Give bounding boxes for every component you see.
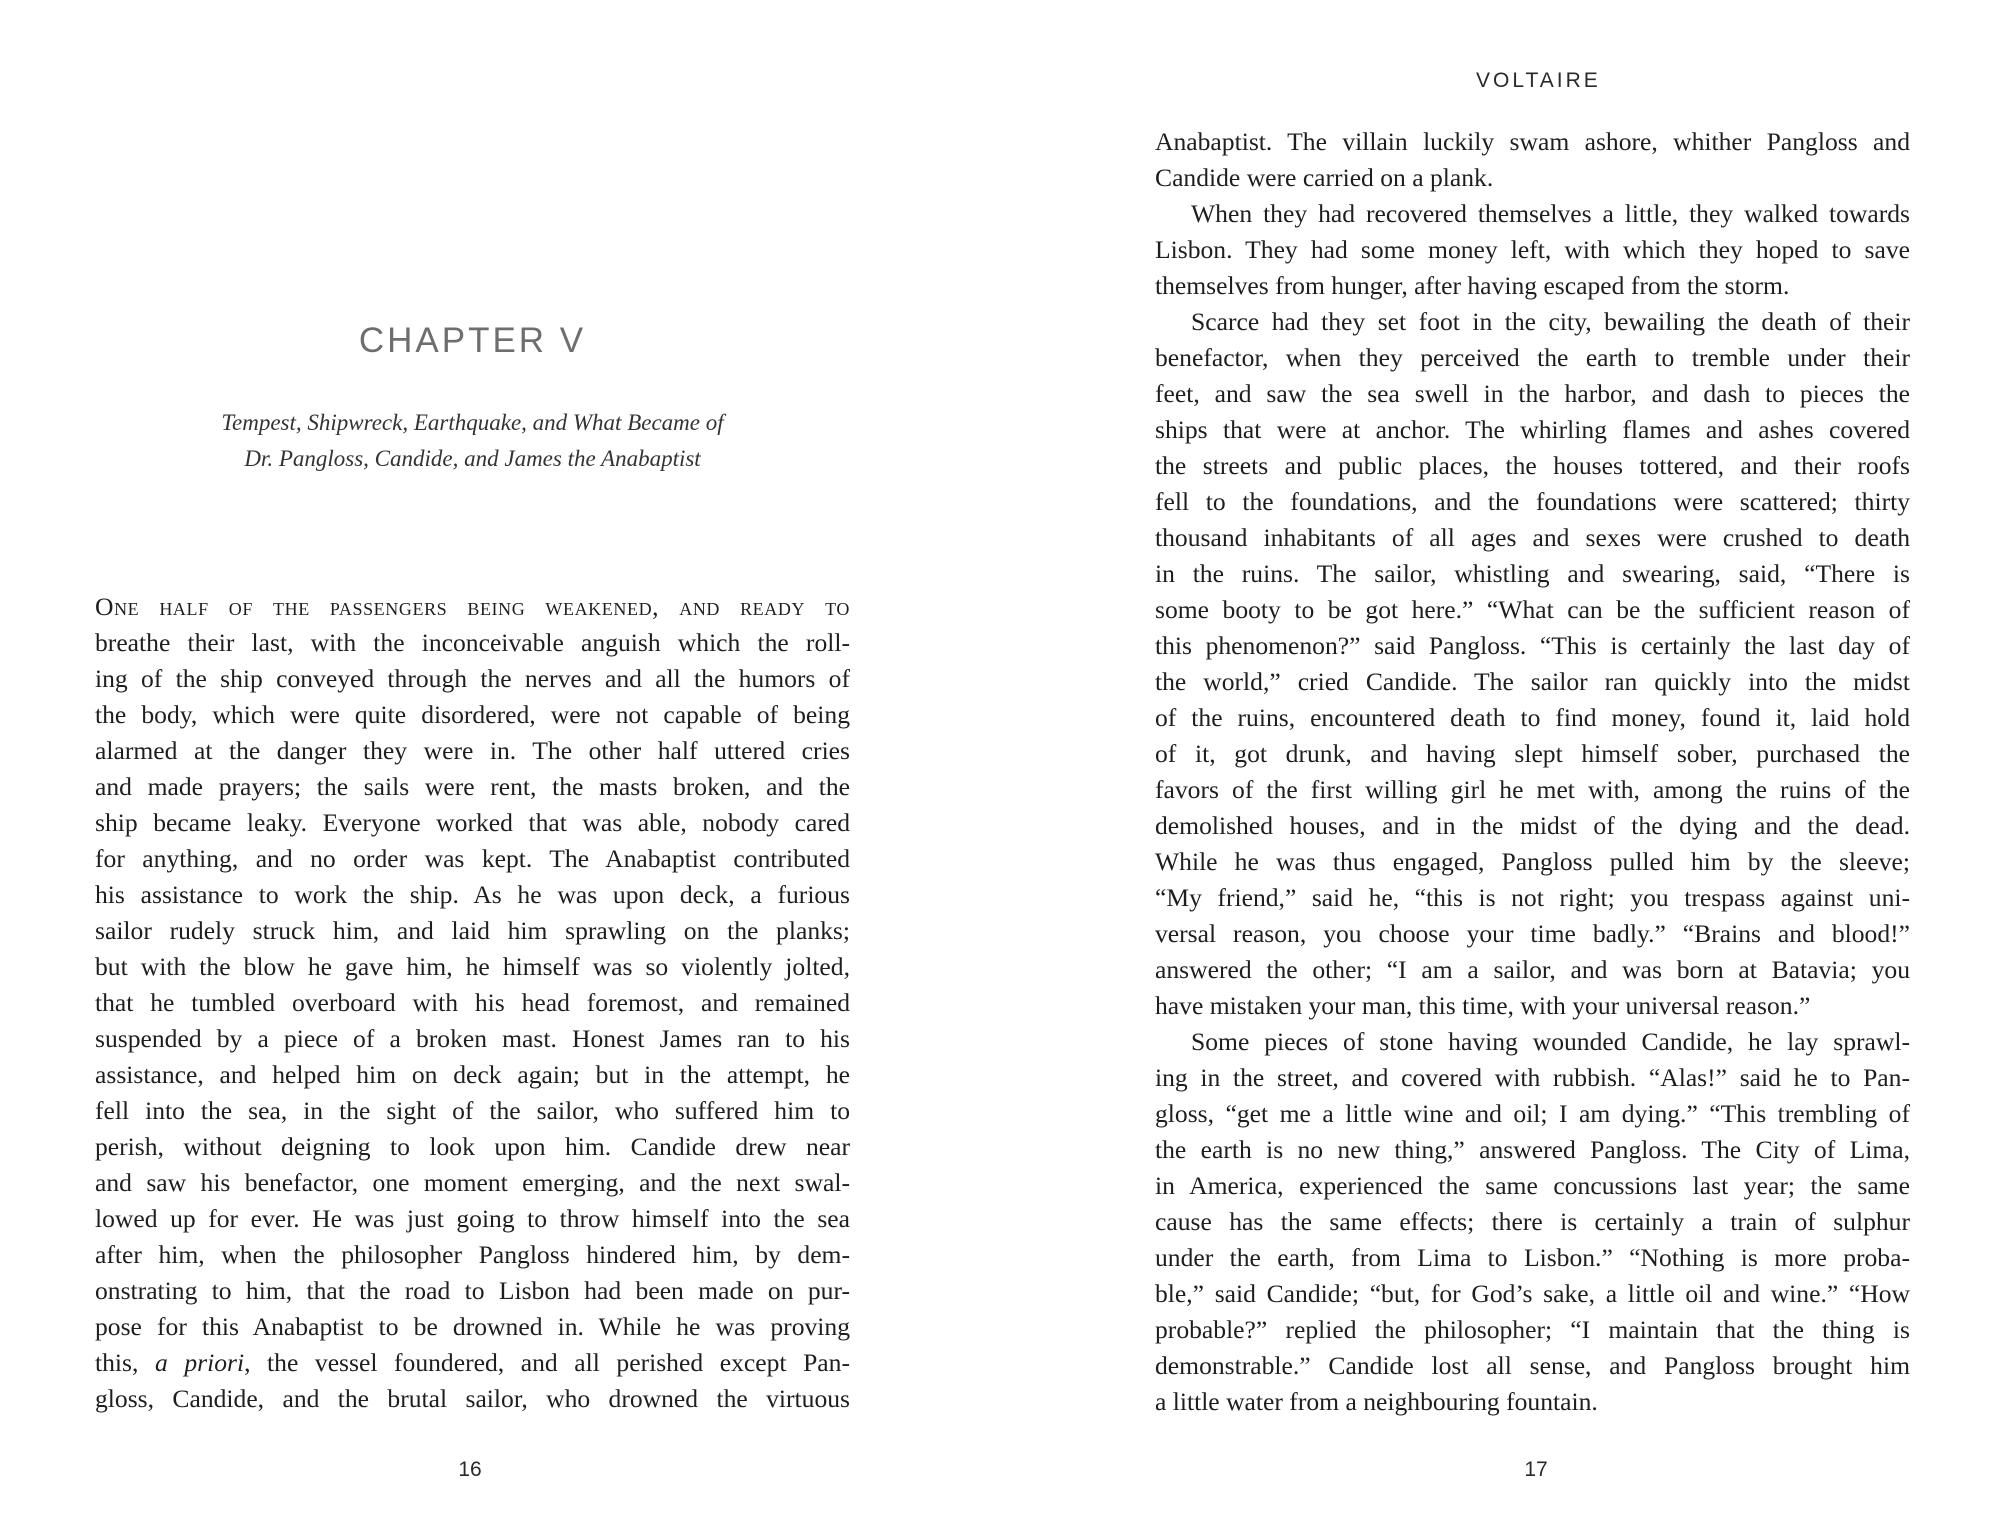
text-line: in the ruins. The sailor, whistling and swearing, said, “There is — [1155, 559, 1910, 588]
text-line: Anabaptist. The villain luckily swam ashore, whither Pangloss and — [1155, 127, 1910, 156]
text-line: ble,” said Candide; “but, for God’s sake, a little oil and wine.” “How — [1155, 1279, 1910, 1308]
text-line: versal reason, you choose your time badly.” “Brains and blood!” — [1155, 919, 1910, 948]
page-number: 17 — [1524, 1458, 1548, 1481]
running-header: VOLTAIRE — [1476, 69, 1601, 92]
text-line: cause has the same effects; there is certainly a train of sulphur — [1155, 1207, 1910, 1236]
text-line: fell to the foundations, and the foundations were scattered; thirty — [1155, 487, 1910, 516]
text-line: pose for this Anabaptist to be drowned in. While he was proving — [95, 1312, 850, 1341]
text-line: benefactor, when they perceived the earth to tremble under their — [1155, 343, 1910, 372]
chapter-subtitle — [95, 405, 850, 477]
text-line: alarmed at the danger they were in. The other half uttered cries — [95, 736, 850, 765]
text-line: perish, without deigning to look upon him. Candide drew near — [95, 1132, 850, 1161]
text-line: Some pieces of stone having wounded Candide, he lay sprawl- — [1191, 1027, 1910, 1056]
text-line: the world,” cried Candide. The sailor ran quickly into the midst — [1155, 667, 1910, 696]
text-line: and saw his benefactor, one moment emerging, and the next swal- — [95, 1168, 850, 1197]
text-fragment: this, — [95, 1348, 155, 1377]
text-line: gloss, Candide, and the brutal sailor, who drowned the virtuous — [95, 1384, 850, 1413]
text-line: sailor rudely struck him, and laid him sprawling on the planks; — [95, 916, 850, 945]
text-line — [95, 1345, 850, 1381]
text-line: fell into the sea, in the sight of the sailor, who suffered him to — [95, 1096, 850, 1125]
text-line: but with the blow he gave him, he himself was so violently jolted, — [95, 952, 850, 981]
chapter-subtitle-line: Dr. Pangloss, Candide, and James the Anabaptist — [244, 446, 701, 471]
text-line: a little water from a neighbouring fountain. — [1155, 1387, 1598, 1416]
italic-phrase: a priori — [154, 1348, 245, 1377]
left-body-text — [95, 589, 850, 1417]
page-number: 16 — [458, 1458, 482, 1481]
text-line: thousand inhabitants of all ages and sexes were crushed to death — [1155, 523, 1910, 552]
text-line: breathe their last, with the inconceivable anguish which the roll- — [95, 628, 850, 657]
text-line: the streets and public places, the houses tottered, and their roofs — [1155, 451, 1910, 480]
text-line: demolished houses, and in the midst of the dying and the dead. — [1155, 811, 1910, 840]
text-line: demonstrable.” Candide lost all sense, and Pangloss brought him — [1155, 1351, 1910, 1380]
text-line: feet, and saw the sea swell in the harbor, and dash to pieces the — [1155, 379, 1910, 408]
text-line: his assistance to work the ship. As he was upon deck, a furious — [95, 880, 850, 909]
text-line: some booty to be got here.” “What can be the sufficient reason of — [1155, 595, 1910, 624]
text-line: Scarce had they set foot in the city, bewailing the death of their — [1191, 307, 1910, 336]
text-line: under the earth, from Lima to Lisbon.” “Nothing is more proba- — [1155, 1243, 1910, 1272]
text-line: that he tumbled overboard with his head foremost, and remained — [95, 988, 850, 1017]
text-line: gloss, “get me a little wine and oil; I am dying.” “This trembling of — [1155, 1099, 1910, 1128]
chapter-subtitle-line: Tempest, Shipwreck, Earthquake, and What Became of — [221, 410, 724, 435]
text-line: of it, got drunk, and having slept himself sober, purchased the — [1155, 739, 1910, 768]
text-line: When they had recovered themselves a little, they walked towards — [1191, 199, 1910, 228]
text-line: for anything, and no order was kept. The Anabaptist contributed — [95, 844, 850, 873]
text-line: the earth is no new thing,” answered Pangloss. The City of Lima, — [1155, 1135, 1910, 1164]
text-line: probable?” replied the philosopher; “I maintain that the thing is — [1155, 1315, 1910, 1344]
chapter-title: CHAPTER V — [358, 321, 587, 361]
text-line: themselves from hunger, after having escaped from the storm. — [1155, 271, 1790, 300]
opening-line: One half of the passengers being weakened, and ready to — [95, 592, 850, 621]
text-line: Candide were carried on a plank. — [1155, 163, 1494, 192]
text-line: onstrating to him, that the road to Lisbon had been made on pur- — [95, 1276, 850, 1305]
text-line: this phenomenon?” said Pangloss. “This is certainly the last day of — [1155, 631, 1910, 660]
text-line: the body, which were quite disordered, were not capable of being — [95, 700, 850, 729]
text-line: after him, when the philosopher Pangloss hindered him, by dem- — [95, 1240, 850, 1269]
text-line: ships that were at anchor. The whirling flames and ashes covered — [1155, 415, 1910, 444]
text-line: assistance, and helped him on deck again; but in the attempt, he — [95, 1060, 850, 1089]
text-line: and made prayers; the sails were rent, the masts broken, and the — [95, 772, 850, 801]
text-line: have mistaken your man, this time, with your universal reason.” — [1155, 991, 1811, 1020]
text-line: Lisbon. They had some money left, with which they hoped to save — [1155, 235, 1910, 264]
text-line: ship became leaky. Everyone worked that was able, nobody cared — [95, 808, 850, 837]
text-line: ing in the street, and covered with rubbish. “Alas!” said he to Pan- — [1155, 1063, 1910, 1092]
right-body-text — [1155, 124, 1910, 1420]
text-line: While he was thus engaged, Pangloss pulled him by the sleeve; — [1155, 847, 1910, 876]
text-line: in America, experienced the same concussions last year; the same — [1155, 1171, 1910, 1200]
text-line: lowed up for ever. He was just going to throw himself into the sea — [95, 1204, 850, 1233]
text-line: ing of the ship conveyed through the nerves and all the humors of — [95, 664, 850, 693]
text-line: answered the other; “I am a sailor, and was born at Batavia; you — [1155, 955, 1910, 984]
text-line: of the ruins, encountered death to find money, found it, laid hold — [1155, 703, 1910, 732]
text-line: suspended by a piece of a broken mast. Honest James ran to his — [95, 1024, 850, 1053]
text-line: favors of the first willing girl he met with, among the ruins of the — [1155, 775, 1910, 804]
text-line: “My friend,” said he, “this is not right; you trespass against uni- — [1155, 883, 1910, 912]
text-fragment: , the vessel foundered, and all perished except Pan- — [244, 1348, 850, 1377]
left-page — [0, 0, 940, 1524]
